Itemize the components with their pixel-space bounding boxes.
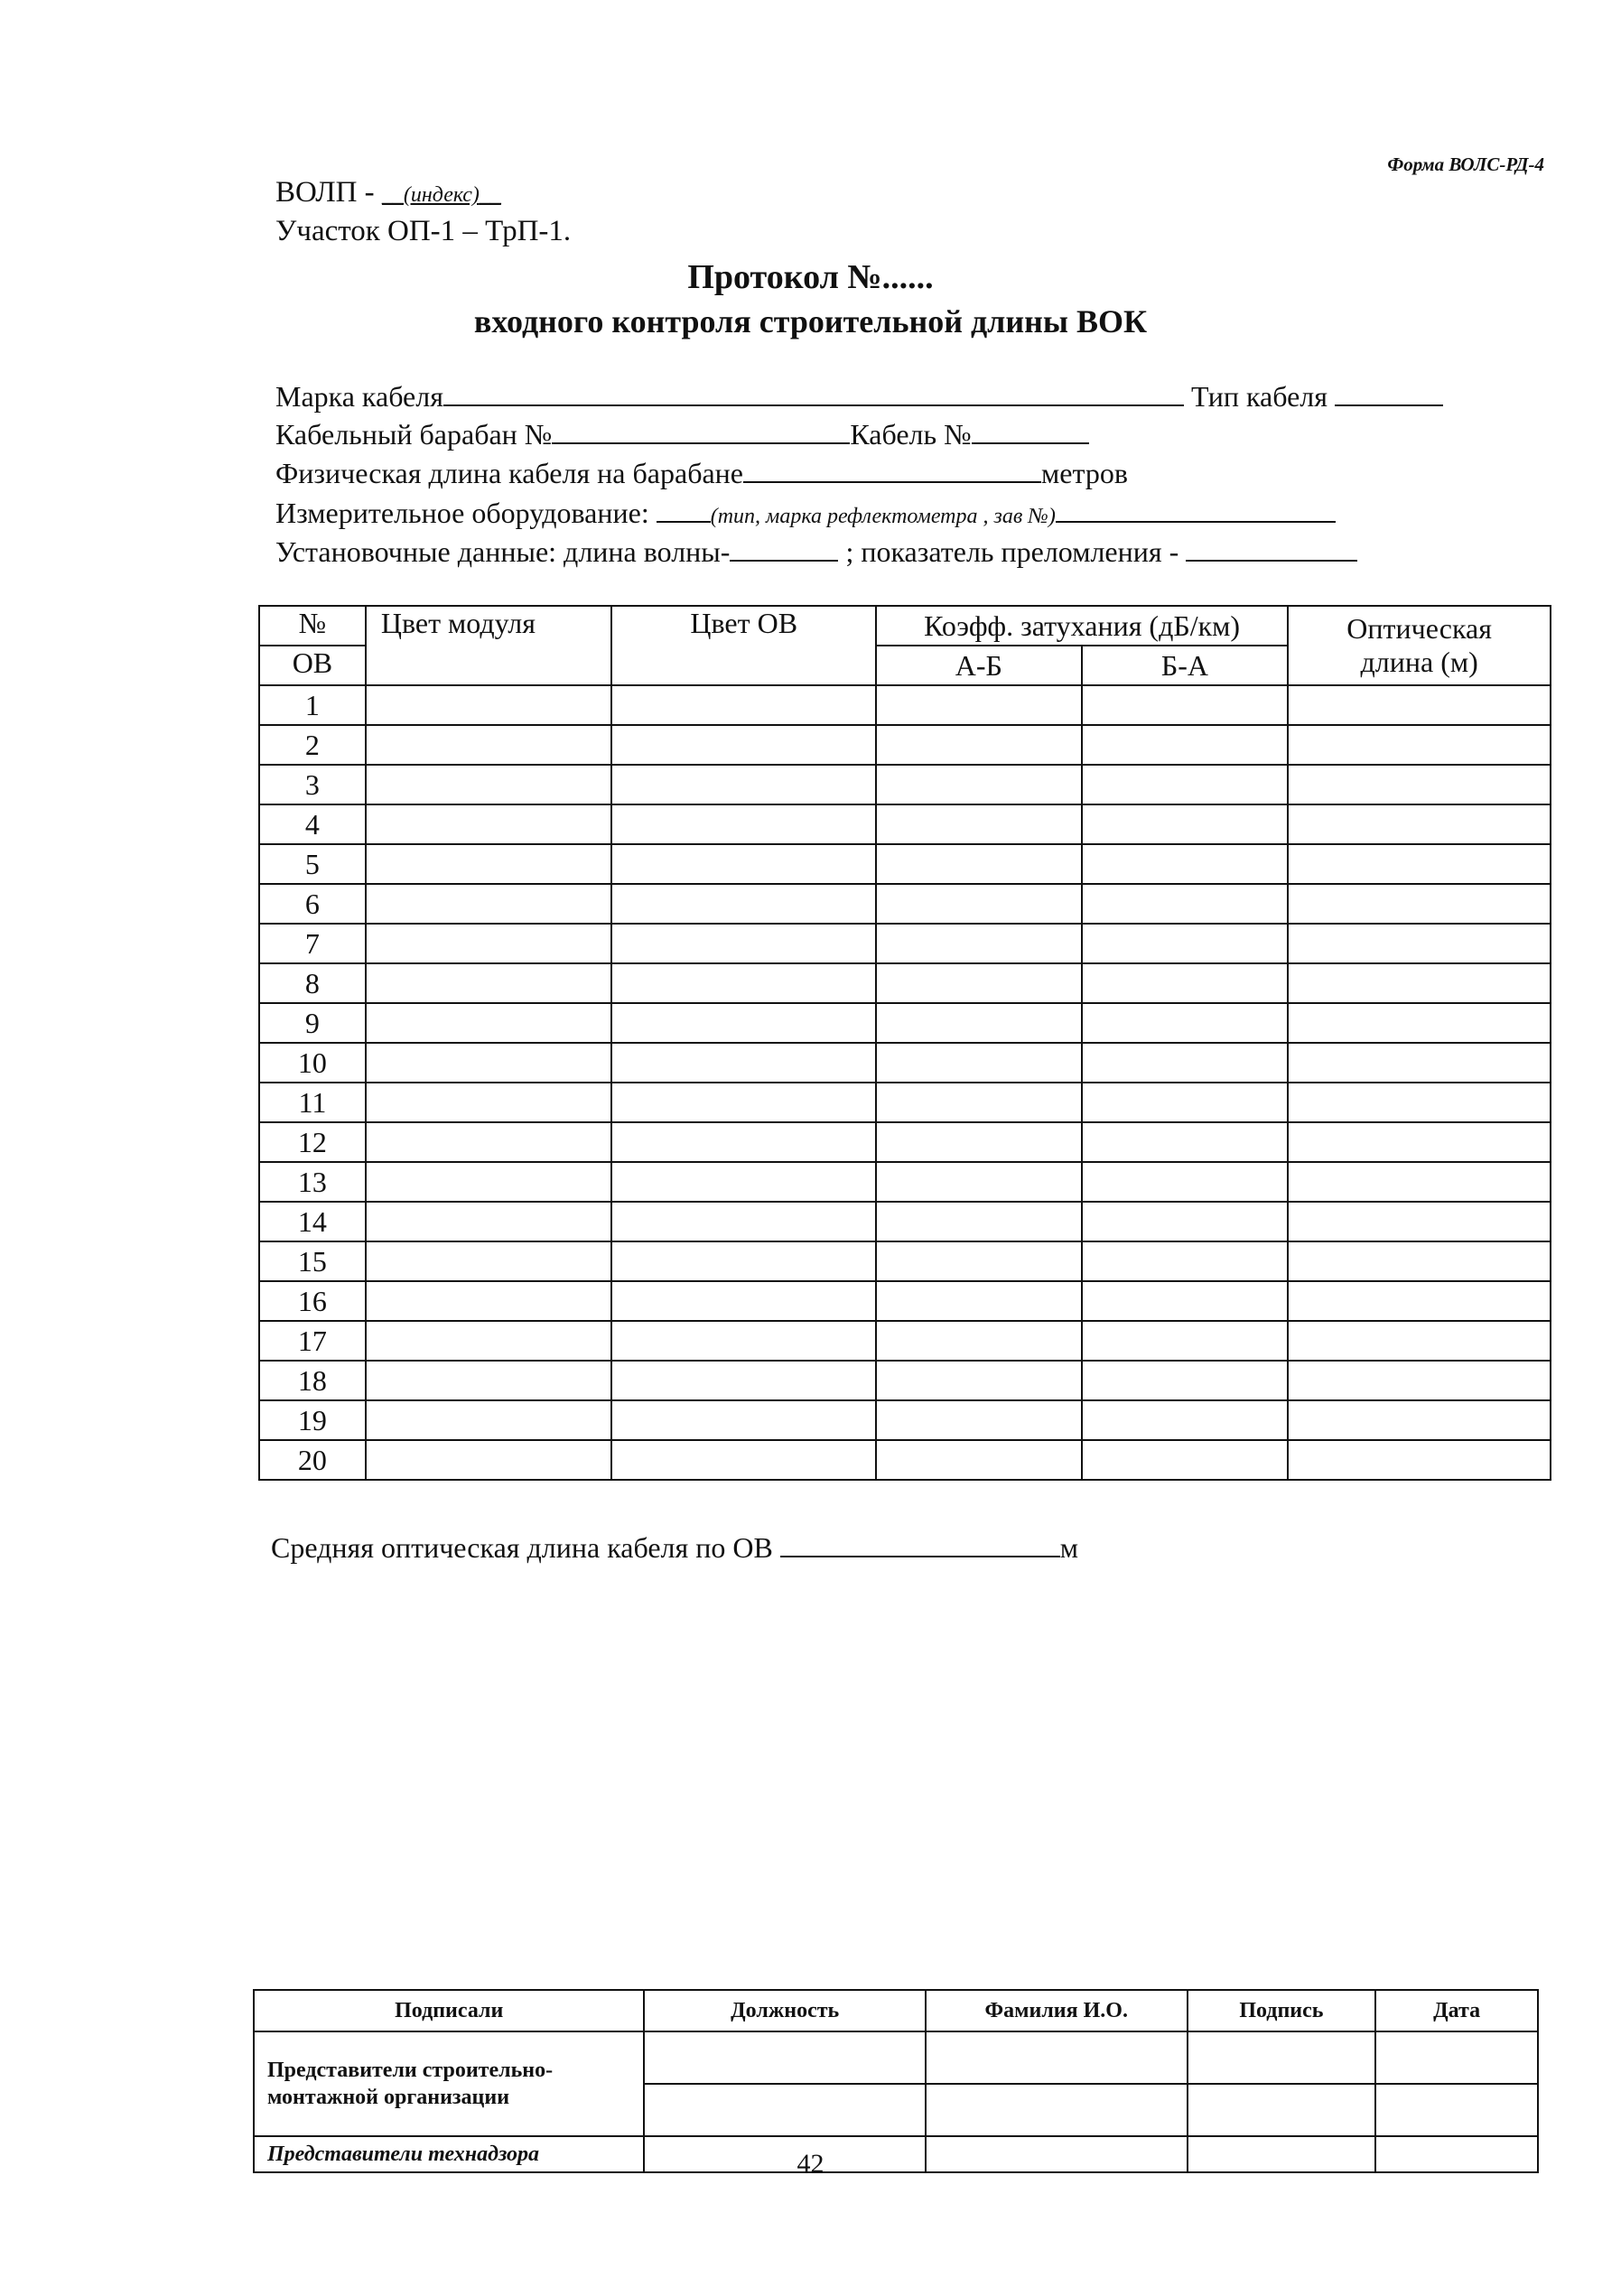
fiber-cell[interactable] xyxy=(611,963,876,1003)
sig-cell[interactable] xyxy=(1375,2084,1538,2136)
fiber-cell[interactable] xyxy=(1288,765,1551,804)
equipment-input-2[interactable] xyxy=(1056,496,1336,523)
fiber-cell[interactable] xyxy=(876,1083,1082,1122)
fiber-cell[interactable] xyxy=(876,924,1082,963)
fiber-cell[interactable] xyxy=(1082,1361,1289,1400)
phys-length-label: Физическая длина кабеля на барабане xyxy=(275,457,743,489)
fiber-cell[interactable] xyxy=(1288,1083,1551,1122)
fiber-cell[interactable] xyxy=(1082,1083,1289,1122)
signature-table xyxy=(253,1989,1539,2173)
fiber-cell[interactable] xyxy=(611,804,876,844)
fiber-cell[interactable] xyxy=(876,1202,1082,1241)
fiber-cell[interactable] xyxy=(1082,844,1289,884)
fiber-number: 10 xyxy=(259,1043,366,1083)
fiber-cell[interactable] xyxy=(1082,725,1289,765)
fiber-row xyxy=(259,765,1551,804)
fiber-number: 1 xyxy=(259,685,366,725)
sig-header-signature: Подпись xyxy=(1188,1990,1376,2031)
section-label: Участок ОП-1 – ТрП-1. xyxy=(275,215,572,247)
fiber-cell[interactable] xyxy=(1082,1202,1289,1241)
col-fiber-color-header: Цвет ОВ xyxy=(611,606,876,685)
fiber-number: 5 xyxy=(259,844,366,884)
fiber-cell[interactable] xyxy=(876,1162,1082,1202)
cable-no-label: Кабель № xyxy=(850,418,972,451)
fiber-cell[interactable] xyxy=(611,844,876,884)
fiber-cell[interactable] xyxy=(366,1241,612,1281)
fiber-cell[interactable] xyxy=(366,1083,612,1122)
fiber-cell[interactable] xyxy=(611,1202,876,1241)
sig-cell[interactable] xyxy=(1188,2031,1376,2084)
fiber-row xyxy=(259,1361,1551,1400)
fiber-cell[interactable] xyxy=(876,1122,1082,1162)
col-opt-length-header: Оптическая длина (м) xyxy=(1288,606,1551,685)
fiber-cell[interactable] xyxy=(611,1440,876,1480)
drum-input[interactable] xyxy=(552,417,850,444)
fiber-cell[interactable] xyxy=(366,1281,612,1321)
fiber-cell[interactable] xyxy=(876,1241,1082,1281)
fiber-cell[interactable] xyxy=(876,884,1082,924)
fiber-cell[interactable] xyxy=(366,765,612,804)
fiber-number: 11 xyxy=(259,1083,366,1122)
fiber-number: 13 xyxy=(259,1162,366,1202)
fiber-cell[interactable] xyxy=(1288,685,1551,725)
fiber-cell[interactable] xyxy=(366,844,612,884)
equipment-hint: (тип, марка рефлектометра , зав №) xyxy=(710,505,1056,528)
fiber-row xyxy=(259,685,1551,725)
sig-cell[interactable] xyxy=(644,2031,926,2084)
fiber-cell[interactable] xyxy=(1082,1440,1289,1480)
fiber-cell[interactable] xyxy=(611,725,876,765)
fiber-number: 16 xyxy=(259,1281,366,1321)
fiber-cell[interactable] xyxy=(611,884,876,924)
fiber-cell[interactable] xyxy=(1288,1361,1551,1400)
fiber-table xyxy=(258,605,1551,1481)
fiber-number: 9 xyxy=(259,1003,366,1043)
sig-cell[interactable] xyxy=(644,2084,926,2136)
fiber-number: 18 xyxy=(259,1361,366,1400)
fiber-cell[interactable] xyxy=(611,1083,876,1122)
cable-type-input[interactable] xyxy=(1335,379,1443,406)
avg-length-unit: м xyxy=(1059,1531,1079,1564)
fiber-number: 15 xyxy=(259,1241,366,1281)
meters-label: метров xyxy=(1041,457,1128,489)
fiber-cell[interactable] xyxy=(876,844,1082,884)
fiber-number: 20 xyxy=(259,1440,366,1480)
fiber-cell[interactable] xyxy=(1288,884,1551,924)
fiber-cell[interactable] xyxy=(1288,1162,1551,1202)
fiber-cell[interactable] xyxy=(876,963,1082,1003)
fiber-cell[interactable] xyxy=(1288,963,1551,1003)
page-number: 42 xyxy=(797,2149,824,2179)
fiber-cell[interactable] xyxy=(876,804,1082,844)
fiber-cell[interactable] xyxy=(366,1400,612,1440)
settings-row xyxy=(275,534,1357,569)
fiber-number: 7 xyxy=(259,924,366,963)
col-no-header: № xyxy=(259,606,366,646)
fiber-cell[interactable] xyxy=(1288,1003,1551,1043)
fiber-number: 17 xyxy=(259,1321,366,1361)
fiber-cell[interactable] xyxy=(876,1043,1082,1083)
fiber-cell[interactable] xyxy=(876,685,1082,725)
refr-index-label: ; показатель преломления - xyxy=(845,535,1179,568)
wavelength-input[interactable] xyxy=(730,534,838,562)
col-module-color-header: Цвет модуля xyxy=(366,606,612,685)
fiber-number: 19 xyxy=(259,1400,366,1440)
fiber-row xyxy=(259,884,1551,924)
fiber-cell[interactable] xyxy=(1082,685,1289,725)
fiber-cell[interactable] xyxy=(366,1122,612,1162)
fiber-cell[interactable] xyxy=(1082,1321,1289,1361)
avg-length-label: Средняя оптическая длина кабеля по ОВ xyxy=(271,1531,773,1564)
fiber-cell[interactable] xyxy=(1288,1122,1551,1162)
drum-row xyxy=(275,417,1089,451)
fiber-cell[interactable] xyxy=(611,1043,876,1083)
fiber-row xyxy=(259,1003,1551,1043)
fiber-row xyxy=(259,1122,1551,1162)
col-attenuation-header: Коэфф. затухания (дБ/км) xyxy=(876,606,1288,646)
fiber-cell[interactable] xyxy=(611,924,876,963)
fiber-cell[interactable] xyxy=(611,1400,876,1440)
fiber-cell[interactable] xyxy=(366,1361,612,1400)
fiber-cell[interactable] xyxy=(1082,765,1289,804)
fiber-number: 4 xyxy=(259,804,366,844)
line-index-header xyxy=(275,176,501,209)
fiber-number: 3 xyxy=(259,765,366,804)
sig-cell[interactable] xyxy=(926,2084,1188,2136)
fiber-cell[interactable] xyxy=(366,685,612,725)
col-ab-header: А-Б xyxy=(876,646,1082,685)
sig-cell[interactable] xyxy=(1375,2031,1538,2084)
fiber-number: 6 xyxy=(259,884,366,924)
fiber-row xyxy=(259,1440,1551,1480)
fiber-row xyxy=(259,1241,1551,1281)
fiber-cell[interactable] xyxy=(366,1321,612,1361)
fiber-cell[interactable] xyxy=(1082,924,1289,963)
cable-brand-input[interactable] xyxy=(443,379,1184,406)
cable-brand-label: Марка кабеля xyxy=(275,380,443,413)
fiber-cell[interactable] xyxy=(876,1003,1082,1043)
fiber-cell[interactable] xyxy=(611,1003,876,1043)
equipment-row xyxy=(275,496,1336,530)
fiber-cell[interactable] xyxy=(1288,1281,1551,1321)
fiber-cell[interactable] xyxy=(1288,1400,1551,1440)
fiber-cell[interactable] xyxy=(611,1361,876,1400)
col-ba-header: Б-А xyxy=(1082,646,1289,685)
cable-type-label: Тип кабеля xyxy=(1190,380,1328,413)
fiber-row xyxy=(259,804,1551,844)
fiber-row xyxy=(259,1321,1551,1361)
fiber-cell[interactable] xyxy=(366,725,612,765)
fiber-row xyxy=(259,1202,1551,1241)
fiber-cell[interactable] xyxy=(366,1162,612,1202)
fiber-cell[interactable] xyxy=(1082,1003,1289,1043)
fiber-row xyxy=(259,725,1551,765)
fiber-cell[interactable] xyxy=(611,1122,876,1162)
fiber-cell[interactable] xyxy=(366,924,612,963)
fiber-row xyxy=(259,924,1551,963)
fiber-cell[interactable] xyxy=(611,1241,876,1281)
fiber-cell[interactable] xyxy=(1288,1241,1551,1281)
fiber-cell[interactable] xyxy=(1288,804,1551,844)
line-prefix: ВОЛП - xyxy=(275,176,382,209)
fiber-cell[interactable] xyxy=(1082,804,1289,844)
fiber-cell[interactable] xyxy=(1082,1241,1289,1281)
phys-length-row xyxy=(275,456,1128,490)
fiber-number: 2 xyxy=(259,725,366,765)
fiber-cell[interactable] xyxy=(1288,1321,1551,1361)
fiber-cell[interactable] xyxy=(1082,963,1289,1003)
fiber-cell[interactable] xyxy=(876,765,1082,804)
protocol-subtitle: входного контроля строительной длины ВОК xyxy=(473,303,1148,339)
fiber-row xyxy=(259,1083,1551,1122)
drum-label: Кабельный барабан № xyxy=(275,418,553,451)
fiber-cell[interactable] xyxy=(876,725,1082,765)
fiber-number: 8 xyxy=(259,963,366,1003)
fiber-cell[interactable] xyxy=(611,1281,876,1321)
avg-length-row xyxy=(271,1530,1078,1565)
fiber-cell[interactable] xyxy=(1082,884,1289,924)
cable-no-input[interactable] xyxy=(972,417,1089,444)
fiber-cell[interactable] xyxy=(1082,1162,1289,1202)
sig-cell[interactable] xyxy=(1188,2084,1376,2136)
fiber-row xyxy=(259,1281,1551,1321)
avg-length-input[interactable] xyxy=(780,1530,1060,1557)
fiber-cell[interactable] xyxy=(366,963,612,1003)
fiber-cell[interactable] xyxy=(876,1400,1082,1440)
sig-header-signed: Подписали xyxy=(254,1990,644,2031)
fiber-number: 12 xyxy=(259,1122,366,1162)
wavelength-label: Установочные данные: длина волны- xyxy=(275,535,731,568)
fiber-cell[interactable] xyxy=(611,1162,876,1202)
refr-index-input[interactable] xyxy=(1186,534,1357,562)
fiber-cell[interactable] xyxy=(611,685,876,725)
sig-row-construction: Представители строительно- монтажной организации xyxy=(254,2031,644,2136)
fiber-cell[interactable] xyxy=(876,1361,1082,1400)
fiber-row xyxy=(259,844,1551,884)
fiber-row xyxy=(259,1162,1551,1202)
fiber-cell[interactable] xyxy=(366,884,612,924)
fiber-cell[interactable] xyxy=(1082,1043,1289,1083)
fiber-cell[interactable] xyxy=(366,804,612,844)
fiber-cell[interactable] xyxy=(1288,1043,1551,1083)
fiber-cell[interactable] xyxy=(876,1281,1082,1321)
fiber-cell[interactable] xyxy=(1082,1281,1289,1321)
fiber-row xyxy=(259,963,1551,1003)
fiber-cell[interactable] xyxy=(1288,1202,1551,1241)
sig-header-position: Должность xyxy=(644,1990,926,2031)
fiber-cell[interactable] xyxy=(876,1440,1082,1480)
fiber-cell[interactable] xyxy=(876,1321,1082,1361)
sig-header-name: Фамилия И.О. xyxy=(926,1990,1188,2031)
cable-brand-row xyxy=(275,379,1443,414)
fiber-cell[interactable] xyxy=(1082,1400,1289,1440)
phys-length-input[interactable] xyxy=(743,456,1041,483)
sig-cell[interactable] xyxy=(926,2031,1188,2084)
fiber-number: 14 xyxy=(259,1202,366,1241)
fiber-cell[interactable] xyxy=(366,1003,612,1043)
equipment-label: Измерительное оборудование: xyxy=(275,497,649,529)
fiber-cell[interactable] xyxy=(366,1440,612,1480)
fiber-cell[interactable] xyxy=(1288,924,1551,963)
line-index-field[interactable]: __(индекс)__ xyxy=(381,183,501,207)
fiber-cell[interactable] xyxy=(1288,725,1551,765)
sig-row-supervision: Представители технадзора xyxy=(254,2136,644,2172)
fiber-cell[interactable] xyxy=(1288,844,1551,884)
form-code: Форма ВОЛС-РД-4 xyxy=(1387,153,1544,175)
col-no-header-2: ОВ xyxy=(259,646,366,685)
fiber-cell[interactable] xyxy=(1082,1122,1289,1162)
sig-header-date: Дата xyxy=(1375,1990,1538,2031)
fiber-cell[interactable] xyxy=(366,1043,612,1083)
fiber-cell[interactable] xyxy=(366,1202,612,1241)
fiber-row xyxy=(259,1400,1551,1440)
fiber-cell[interactable] xyxy=(1288,1440,1551,1480)
protocol-title: Протокол №...... xyxy=(687,258,934,296)
equipment-input[interactable] xyxy=(657,496,711,523)
fiber-cell[interactable] xyxy=(611,765,876,804)
fiber-cell[interactable] xyxy=(611,1321,876,1361)
fiber-row xyxy=(259,1043,1551,1083)
